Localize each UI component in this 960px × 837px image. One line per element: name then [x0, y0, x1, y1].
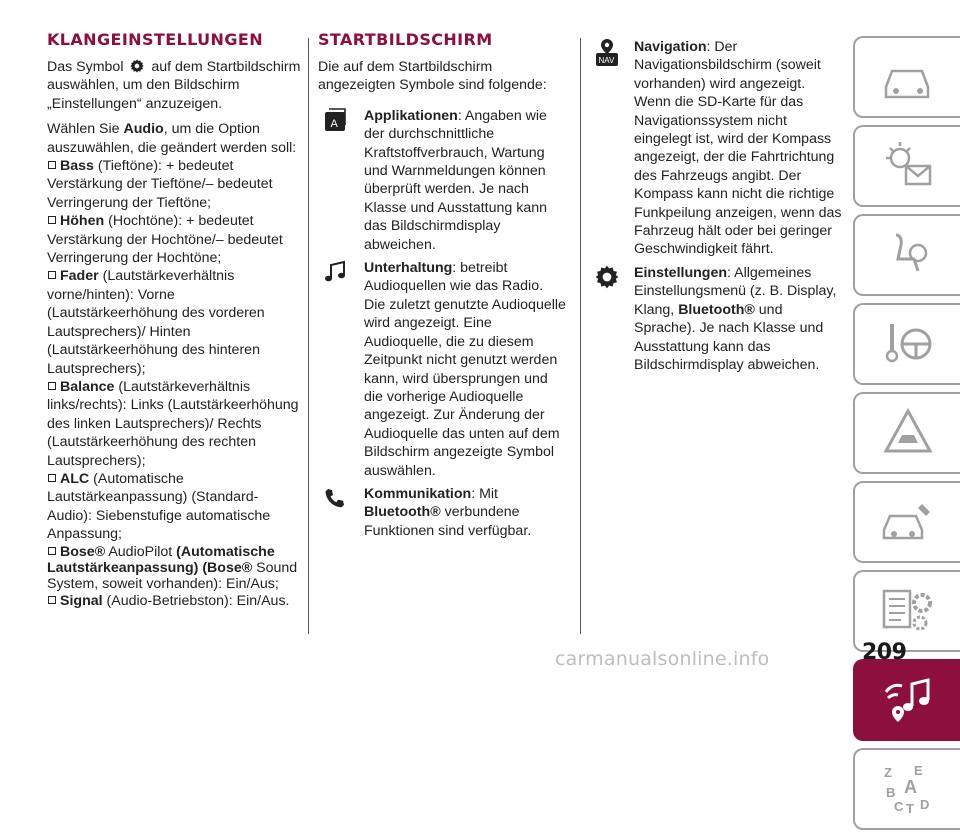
bullet-square-icon	[48, 547, 56, 555]
home-screen-column-continued	[590, 38, 845, 379]
svg-text:C: C	[893, 799, 903, 814]
bullet-square-icon	[48, 271, 56, 279]
list-item: Signal (Audio-Betriebston): Ein/Aus.	[47, 592, 302, 610]
entry-navigation: NAV Navigation: Der Navigationsbildschirm (soweit vorhanden) wird angezeigt. Wenn die SD-Karte für das Navigationssystem nicht eingelegt ist, wird der Kompass angezeigt, der die Fahrtrichtung des Fahrzeugs angibt. Der Kompass kann nicht die richtige Funkpeilung anzeigen, wenn das Fahrzeug hält oder bei geringer Geschwindigkeit fährt.	[590, 38, 845, 259]
car-dashboard-icon	[876, 47, 940, 107]
section-heading: KLANGEINSTELLUNGEN	[47, 30, 263, 49]
phone-icon	[322, 485, 348, 511]
bullet-square-icon	[48, 474, 56, 482]
bullet-square-icon	[48, 216, 56, 224]
svg-text:E: E	[913, 763, 923, 778]
warning-lights-icon	[876, 136, 940, 196]
home-screen-column	[318, 30, 568, 545]
bullet-square-icon	[48, 596, 56, 604]
tab-maintenance[interactable]	[853, 481, 960, 563]
multimedia-icon	[876, 670, 940, 730]
index-letters-icon	[876, 759, 940, 819]
seat-airbag-icon	[876, 225, 940, 285]
tab-safety[interactable]	[853, 214, 960, 296]
navigation-icon	[594, 38, 620, 68]
section-heading: STARTBILDSCHIRM	[318, 30, 493, 49]
tab-index[interactable]	[853, 748, 960, 830]
tab-emergency[interactable]	[853, 392, 960, 474]
column-divider	[308, 38, 309, 634]
chapter-tabs	[853, 36, 960, 837]
bullet-square-icon	[48, 382, 56, 390]
list-item: Fader (Lautstärkeverhältnis vorne/hinten): Vorne (Lautstärkeerhöhung des vorderen Lautsprechers)/ Hinten (Lautstärkeerhöhung des hinteren Lautsprechers);	[47, 268, 265, 377]
entry-settings: Einstellungen: Allgemeines Einstellungsmenü (z. B. Display, Klang, Bluetooth® und Sprache). Je nach Klasse und Ausstattung kann das Bildschirmdisplay abweichen.	[590, 264, 845, 374]
tab-dashboard[interactable]	[853, 36, 960, 118]
svg-text:B: B	[885, 785, 895, 800]
svg-text:T: T	[905, 801, 914, 816]
music-note-icon	[322, 259, 348, 285]
list-item: ALC (Automatische Lautstärkeanpassung) (Standard-Audio): Siebenstufige automatische Anpassung;	[47, 470, 271, 543]
list-item: Bose® AudioPilot (Automatische Lautstärkeanpassung) (Bose® Sound System, soweit vorhanden): Ein/Aus;	[47, 543, 298, 592]
svg-text:Z: Z	[883, 765, 892, 780]
page-number: 209	[862, 640, 907, 665]
tab-warning-lights[interactable]	[853, 125, 960, 207]
list-item: Bass (Tieftöne): + bedeutet Verstärkung der Tieftöne/– bedeutet Verringerung der Tieftöne;	[47, 158, 273, 211]
intro-text: Die auf dem Startbildschirm angezeigten Symbole sind folgende:	[318, 59, 547, 94]
svg-text:NAV: NAV	[598, 56, 615, 65]
apps-icon	[322, 107, 348, 133]
entry-entertainment: Unterhaltung: betreibt Audioquellen wie das Radio. Die zuletzt genutzte Audioquelle wird angezeigt. Eine Audioquelle, die zu diesem Zeitpunkt nicht genutzt werden kann, wird übersprungen und die vorherige Audioquelle angezeigt. Zur Änderung der Audioquelle das unten auf dem Bildschirm angezeigte Symbol auswählen.	[318, 259, 568, 480]
gear-icon	[594, 264, 620, 290]
breakdown-triangle-icon	[876, 403, 940, 463]
entry-applications: A Applikationen: Angaben wie der durchschnittliche Kraftstoffverbrauch, Wartung und Warnmeldungen können überprüft werden. Je nach Klasse und Ausstattung kann das Bildschirmdisplay abweichen.	[318, 107, 568, 254]
spec-gear-icon	[876, 581, 940, 641]
tab-starting-driving[interactable]	[853, 303, 960, 385]
svg-text:A: A	[330, 117, 338, 130]
entry-communication: Kommunikation: Mit Bluetooth® verbundene Funktionen sind verfügbar.	[318, 485, 568, 540]
instruction-text: Wählen Sie Audio, um die Option auszuwählen, die geändert werden soll:	[47, 121, 297, 156]
watermark: carmanualsonline.info	[555, 648, 770, 670]
svg-text:A: A	[903, 777, 917, 797]
sound-settings-column	[47, 30, 302, 610]
svg-text:D: D	[919, 797, 929, 812]
gear-icon	[129, 58, 145, 74]
list-item: Balance (Lautstärkeverhältnis links/rechts): Links (Lautstärkeerhöhung des linken Lautsprechers)/ Rechts (Lautstärkeerhöhung des rechten Lautsprechers);	[47, 378, 299, 469]
list-item: Höhen (Hochtöne): + bedeutet Verstärkung der Hochtöne/– bedeutet Verringerung der Hochtöne;	[47, 213, 283, 267]
tab-multimedia[interactable]	[853, 659, 960, 741]
intro-text: Das Symbol auf dem Startbildschirm auswählen, um den Bildschirm „Einstellungen“ anzuzeigen.	[47, 59, 301, 112]
steering-key-icon	[876, 314, 940, 374]
car-service-icon	[876, 492, 940, 552]
column-divider	[580, 38, 581, 634]
bullet-square-icon	[48, 161, 56, 169]
